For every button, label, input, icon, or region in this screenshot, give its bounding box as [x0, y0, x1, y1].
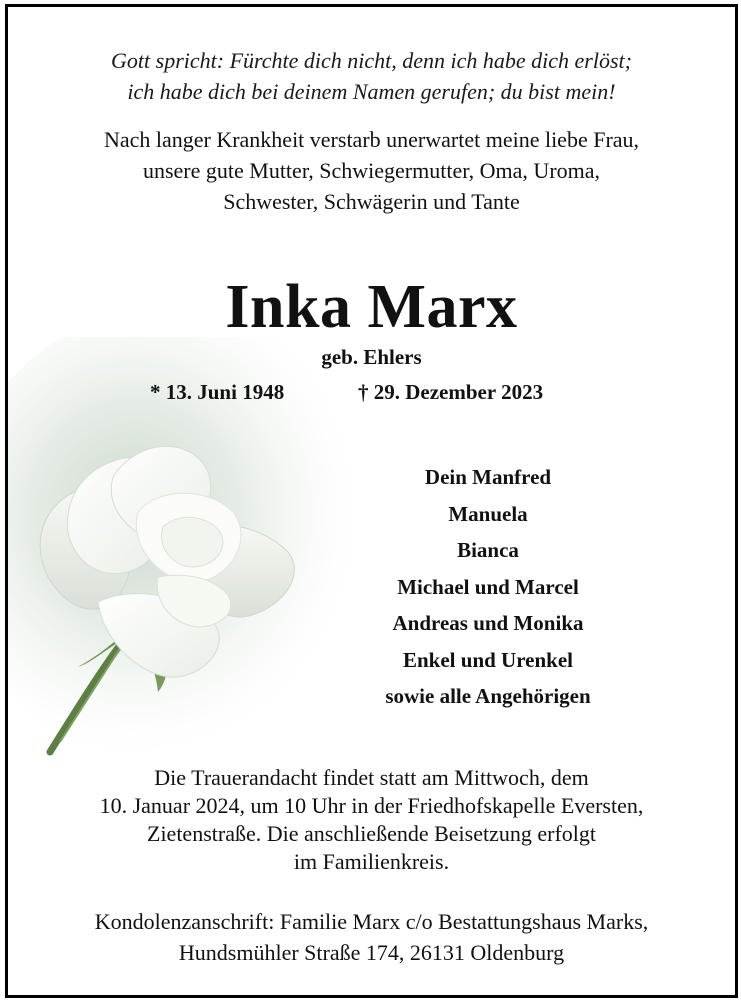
survivors-list: [353, 459, 623, 715]
obituary-frame: [5, 4, 738, 998]
verse-line: Gott spricht: Fürchte dich nicht, denn ich habe dich erlöst;: [111, 48, 632, 73]
announcement-text: [8, 124, 735, 217]
announcement-line: unsere gute Mutter, Schwiegermutter, Oma, Uroma,: [142, 158, 601, 183]
survivor-item: sowie alle Angehörigen: [385, 684, 591, 708]
ceremony-line: Zietenstraße. Die anschließende Beisetzung erfolgt: [147, 821, 596, 846]
ceremony-line: Die Trauerandacht findet statt am Mittwoch, dem: [154, 765, 589, 790]
ceremony-info: [8, 764, 735, 876]
condolence-line: Kondolenzanschrift: Familie Marx c/o Bestattungshaus Marks,: [94, 909, 649, 934]
death-date: † 29. Dezember 2023: [358, 380, 544, 404]
condolence-address: [8, 906, 735, 968]
announcement-line: Nach langer Krankheit verstarb unerwartet meine liebe Frau,: [103, 127, 640, 152]
ceremony-line: 10. Januar 2024, um 10 Uhr in der Friedhofskapelle Eversten,: [99, 793, 644, 818]
survivor-item: Dein Manfred: [424, 465, 552, 489]
announcement-line: Schwester, Schwägerin und Tante: [223, 189, 520, 214]
verse-line: ich habe dich bei deinem Namen gerufen; du bist mein!: [127, 79, 616, 104]
survivor-item: Andreas und Monika: [392, 611, 584, 635]
survivor-item: Manuela: [448, 501, 528, 526]
survivor-item: Michael und Marcel: [397, 574, 579, 599]
survivor-item: Enkel und Urenkel: [403, 647, 573, 672]
ceremony-line: im Familienkreis.: [293, 849, 450, 874]
survivor-item: Bianca: [457, 538, 519, 562]
birth-date: * 13. Juni 1948: [150, 380, 285, 404]
bible-verse: [8, 45, 735, 107]
maiden-name: geb. Ehlers: [321, 345, 422, 369]
deceased-name: Inka Marx: [225, 273, 518, 341]
condolence-line: Hundsmühler Straße 174, 26131 Oldenburg: [178, 940, 565, 965]
